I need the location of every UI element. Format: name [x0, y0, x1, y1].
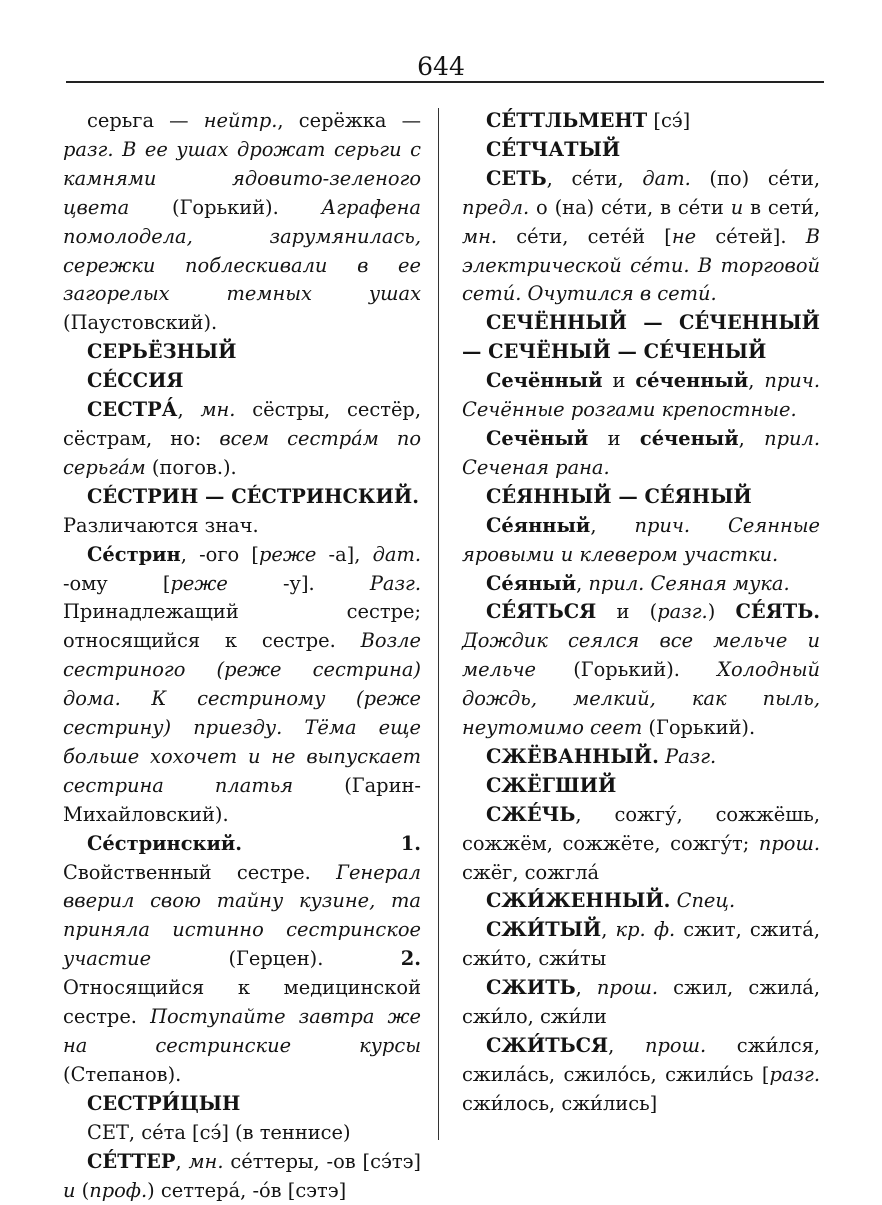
headword-entry: СЕ́ЯННЫЙ — СЕ́ЯНЫЙ: [486, 484, 752, 508]
dictionary-entry: Сечённый и се́ченный, прич. Сечённые розгами крепостные.: [462, 369, 820, 422]
headword-entry: СЕСТРИ́ЦЫН: [87, 1091, 241, 1115]
dictionary-entry: СЖЕ́ЧЬ, сожгу́, сожжёшь, сожжём, сожжёте, сожгу́т; прош. сжёг, сожгла́: [462, 802, 820, 884]
left-column: [63, 107, 421, 1205]
dictionary-entry: СЕСТРА́, мн. сёстры, сестёр, сёстрам, но: всем сестра́м по серьга́м (погов.).: [63, 398, 421, 479]
dictionary-entry: СЕ́ТТЕР, мн. се́ттеры, -ов [сэ́тэ] и (проф.) сеттера́, -о́в [сэтэ]: [63, 1149, 421, 1202]
headword-entry: СÉСТРИН — СÉСТРИНСКИЙ.: [87, 484, 419, 508]
dictionary-entry: СЖИ́ТЫЙ, кр. ф. сжит, сжита́, сжи́то, сжи́ты: [462, 918, 820, 971]
dictionary-entry: СЖИ́ТЬСЯ, прош. сжи́лся, сжила́сь, сжило́сь, сжили́сь [разг. сжи́лось, сжи́лись]: [462, 1034, 820, 1115]
dictionary-entry: Се́стринский. 1. Свойственный сестре. Генерал вверил свою тайну кузине, та приняла истинно сестринское участие (Герцен). 2. Относящийся к медицинской сестре. Поступайте завтра же на сестринские курсы (Степанов).: [63, 831, 422, 1086]
dictionary-entry: серьга — нейтр., серёжка — разг. В ее ушах дрожат серьги с камнями ядовито-зеленого цвета (Горький). Аграфена помолодела, зарумянилась, сережки поблескивали в ее загорелых темных ушах (Паустовский).: [63, 109, 422, 335]
headword-entry: СÉССИЯ: [87, 369, 184, 393]
right-column: [462, 107, 820, 1119]
dictionary-entry: Се́яный, прил. Сеяная мука.: [486, 571, 790, 595]
dictionary-entry: Се́стрин, -ого [реже -а], дат. -ому [реже -у]. Разг. Принадлежащий сестре; относящийся к сестре. Возле сестриного (реже сестрина) дома. К сестриному (реже сестрину) приезду. Тёма еще больше хохочет и не выпускает сестрина платья (Гарин-Михайловский).: [63, 542, 421, 826]
dictionary-entry: Различаются знач.: [63, 513, 259, 537]
dictionary-entry: СЖИ́ЖЕННЫЙ. Спец.: [486, 889, 736, 913]
page-number: 644: [417, 52, 465, 81]
dictionary-entry: СЕ́ЯТЬСЯ и (разг.) СЕ́ЯТЬ. Дождик сеялся все мельче и мельче (Горький). Холодный дождь, мелкий, как пыль, неутомимо сеет (Горький).: [462, 600, 820, 740]
dictionary-entry: Сечёный и се́ченый, прил. Сеченая рана.: [462, 426, 820, 479]
dictionary-entry: СЕТ, се́та [сэ́] (в теннисе): [87, 1120, 351, 1144]
headword-entry: СЕ́ТЧАТЫЙ: [486, 137, 621, 161]
dictionary-entry: Се́янный, прич. Сеянные яровыми и клевером участки.: [462, 513, 821, 566]
headword-entry: СЕРЬЁЗНЫЙ: [87, 340, 237, 364]
dictionary-entry: СЕТЬ, се́ти, дат. (по) се́ти, предл. о (на) се́ти, в се́ти и в сети́, мн. се́ти, сете́й [не се́тей]. В электрической се́ти. В торговой сети́. Очутился в сети́.: [462, 166, 820, 306]
dictionary-entry: СЖИТЬ, прош. сжил, сжила́, сжи́ло, сжи́ли: [462, 976, 820, 1029]
dictionary-entry: СЕЧЁННЫЙ — СЕ́ЧЕННЫЙ — СЕЧЁНЫЙ — СЕ́ЧЕНЫЙ: [462, 311, 820, 364]
column-divider: [438, 108, 439, 1140]
headword-entry: СЖЁГШИЙ: [486, 773, 617, 797]
header-rule: [66, 81, 824, 83]
dictionary-entry: СЕ́ТТЛЬМЕНТ [сэ́]: [486, 109, 691, 132]
dictionary-entry: СЖЁВАННЫЙ. Разг.: [486, 744, 717, 768]
